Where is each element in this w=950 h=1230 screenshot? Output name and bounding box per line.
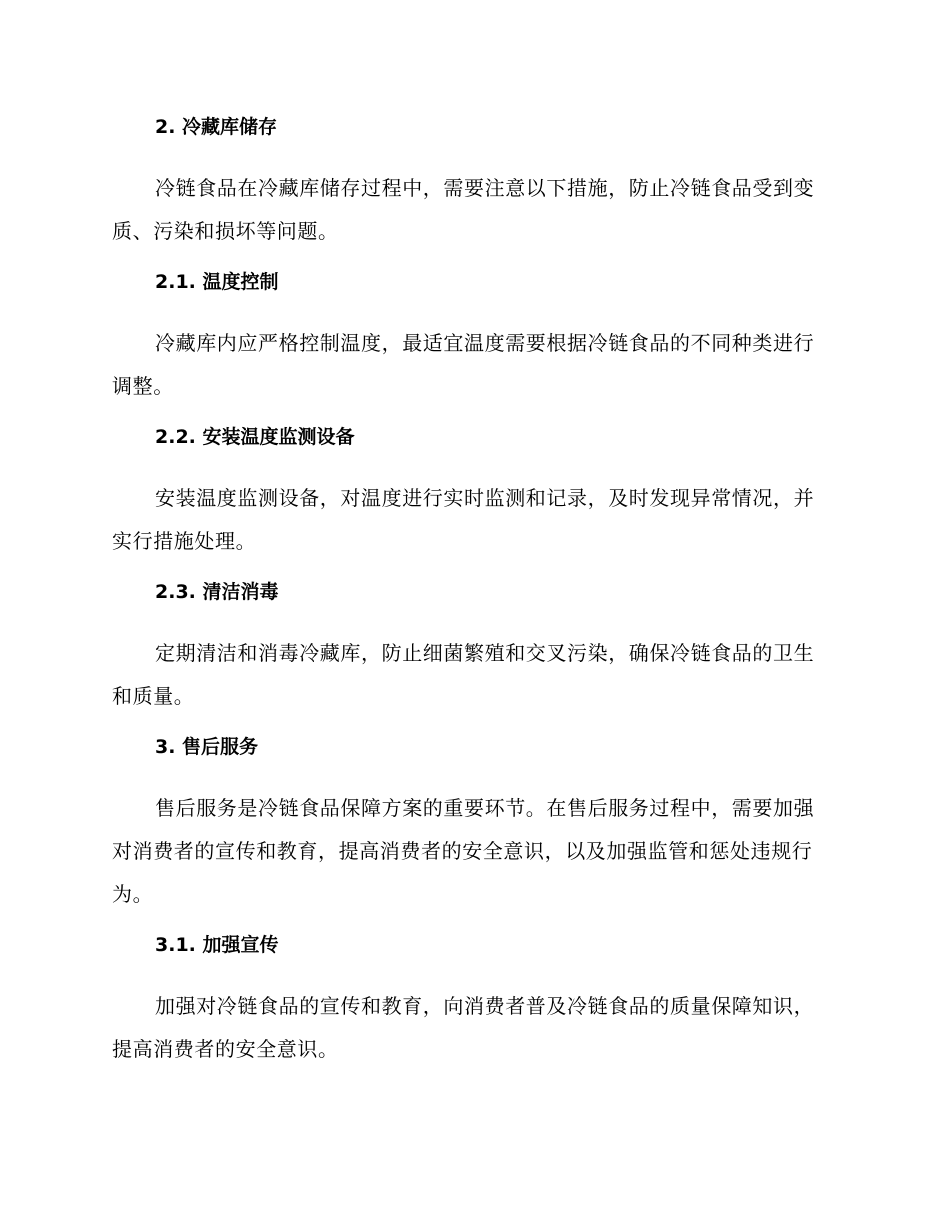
section-paragraph: 冷链食品在冷藏库储存过程中，需要注意以下措施，防止冷链食品受到变质、污染和损坏等问题。: [112, 176, 815, 243]
section-heading: 2.3. 清洁消毒: [155, 581, 279, 603]
section-paragraph: 定期清洁和消毒冷藏库，防止细菌繁殖和交叉污染，确保冷链食品的卫生和质量。: [112, 641, 815, 708]
section-heading: 2.1. 温度控制: [155, 271, 279, 293]
section-paragraph: 冷藏库内应严格控制温度，最适宜温度需要根据冷链食品的不同种类进行调整。: [112, 331, 815, 398]
document-body: [112, 112, 832, 1071]
section-paragraph: 安装温度监测设备，对温度进行实时监测和记录，及时发现异常情况，并实行措施处理。: [112, 486, 815, 553]
section-heading: 3.1. 加强宣传: [155, 934, 279, 956]
section-heading: 2. 冷藏库储存: [155, 116, 278, 138]
section-paragraph: 售后服务是冷链食品保障方案的重要环节。在售后服务过程中，需要加强对消费者的宣传和教育，提高消费者的安全意识，以及加强监管和惩处违规行为。: [112, 796, 815, 906]
section-heading: 3. 售后服务: [155, 736, 259, 758]
section-heading: 2.2. 安装温度监测设备: [155, 426, 355, 448]
section-paragraph: 加强对冷链食品的宣传和教育，向消费者普及冷链食品的质量保障知识，提高消费者的安全意识。: [112, 994, 815, 1061]
